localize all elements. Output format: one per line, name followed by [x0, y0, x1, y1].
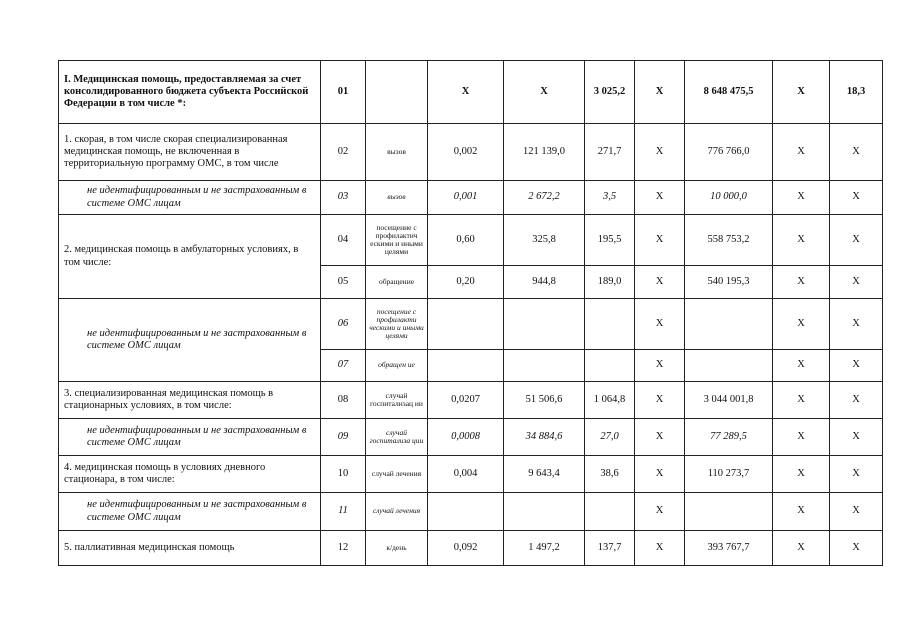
row-unit: вызов [366, 124, 428, 181]
row-value-c7: X [635, 531, 685, 566]
row-code: 06 [321, 299, 366, 350]
row-name: 4. медицинская помощь в условиях дневного стационара, в том числе: [59, 456, 321, 493]
row-value-c4: 0,002 [428, 124, 504, 181]
table-row [59, 493, 883, 531]
row-value-c10: 18,3 [830, 61, 883, 124]
row-name: 3. специализированная медицинская помощь в стационарных условиях, в том числе: [59, 382, 321, 419]
row-value-c6 [585, 493, 635, 531]
row-value-c7: X [635, 456, 685, 493]
row-value-c9: X [773, 215, 830, 266]
row-value-c4: X [428, 61, 504, 124]
row-value-c9: X [773, 61, 830, 124]
row-value-c6: 137,7 [585, 531, 635, 566]
row-value-c8: 110 273,7 [685, 456, 773, 493]
row-value-c9: X [773, 419, 830, 456]
row-unit: посещение с профилакти ческими и иными целями [366, 299, 428, 350]
row-value-c10: X [830, 266, 883, 299]
row-value-c7: X [635, 382, 685, 419]
row-name: 2. медицинская помощь в амбулаторных условиях, в том числе: [59, 215, 321, 299]
row-code: 12 [321, 531, 366, 566]
row-value-c5: 34 884,6 [504, 419, 585, 456]
row-value-c4: 0,60 [428, 215, 504, 266]
table-row [59, 299, 883, 350]
row-value-c10: X [830, 299, 883, 350]
row-value-c6: 1 064,8 [585, 382, 635, 419]
row-value-c5: 51 506,6 [504, 382, 585, 419]
row-value-c8: 77 289,5 [685, 419, 773, 456]
row-value-c8: 10 000,0 [685, 181, 773, 215]
row-value-c10: X [830, 382, 883, 419]
row-value-c4 [428, 350, 504, 382]
row-code: 05 [321, 266, 366, 299]
row-code: 01 [321, 61, 366, 124]
row-name: I. Медицинская помощь, предоставляемая за счет консолидированного бюджета субъекта Российской Федерации в том числе *: [59, 61, 321, 124]
row-name: не идентифицированным и не застрахованным в системе ОМС лицам [59, 493, 321, 531]
row-value-c4 [428, 299, 504, 350]
row-value-c7: X [635, 299, 685, 350]
row-value-c5: 2 672,2 [504, 181, 585, 215]
row-value-c7: X [635, 350, 685, 382]
row-value-c6: 189,0 [585, 266, 635, 299]
row-value-c6: 271,7 [585, 124, 635, 181]
row-value-c8 [685, 299, 773, 350]
row-value-c6: 3,5 [585, 181, 635, 215]
row-value-c6 [585, 350, 635, 382]
row-code: 03 [321, 181, 366, 215]
row-value-c10: X [830, 350, 883, 382]
row-value-c5 [504, 299, 585, 350]
row-value-c5: 9 643,4 [504, 456, 585, 493]
row-code: 09 [321, 419, 366, 456]
row-value-c9: X [773, 181, 830, 215]
row-value-c8 [685, 350, 773, 382]
table-row [59, 215, 883, 266]
row-unit: случай лечения [366, 493, 428, 531]
row-value-c5 [504, 350, 585, 382]
row-value-c5: 325,8 [504, 215, 585, 266]
row-code: 10 [321, 456, 366, 493]
row-unit: к/день [366, 531, 428, 566]
row-value-c10: X [830, 215, 883, 266]
row-value-c9: X [773, 266, 830, 299]
row-value-c9: X [773, 493, 830, 531]
row-value-c7: X [635, 419, 685, 456]
row-value-c8: 558 753,2 [685, 215, 773, 266]
row-code: 08 [321, 382, 366, 419]
row-name: не идентифицированным и не застрахованным в системе ОМС лицам [59, 419, 321, 456]
row-value-c7: X [635, 493, 685, 531]
table-row [59, 124, 883, 181]
row-value-c4: 0,001 [428, 181, 504, 215]
row-unit [366, 61, 428, 124]
row-value-c7: X [635, 266, 685, 299]
row-value-c8: 776 766,0 [685, 124, 773, 181]
row-value-c10: X [830, 124, 883, 181]
table-row [59, 419, 883, 456]
row-value-c4: 0,004 [428, 456, 504, 493]
row-value-c10: X [830, 493, 883, 531]
table-row [59, 382, 883, 419]
row-name: 5. паллиативная медицинская помощь [59, 531, 321, 566]
row-code: 07 [321, 350, 366, 382]
row-value-c8: 8 648 475,5 [685, 61, 773, 124]
row-unit: случай госпитализа ции [366, 419, 428, 456]
row-value-c9: X [773, 531, 830, 566]
row-value-c8 [685, 493, 773, 531]
row-value-c10: X [830, 181, 883, 215]
row-value-c10: X [830, 531, 883, 566]
row-unit: обращение [366, 266, 428, 299]
table-row [59, 61, 883, 124]
row-code: 11 [321, 493, 366, 531]
row-unit: вызов [366, 181, 428, 215]
row-unit: случай лечения [366, 456, 428, 493]
row-name: 1. скорая, в том числе скорая специализированная медицинская помощь, не включенная в территориальную программу ОМС, в том числе [59, 124, 321, 181]
row-value-c4: 0,20 [428, 266, 504, 299]
row-code: 02 [321, 124, 366, 181]
row-value-c6: 195,5 [585, 215, 635, 266]
budget-table [58, 60, 883, 566]
row-value-c7: X [635, 61, 685, 124]
table-row [59, 531, 883, 566]
row-code: 04 [321, 215, 366, 266]
row-value-c5: 944,8 [504, 266, 585, 299]
table-row [59, 456, 883, 493]
row-value-c4: 0,0207 [428, 382, 504, 419]
table-row [59, 181, 883, 215]
row-value-c6 [585, 299, 635, 350]
row-value-c10: X [830, 419, 883, 456]
row-value-c5: 1 497,2 [504, 531, 585, 566]
row-value-c8: 540 195,3 [685, 266, 773, 299]
row-value-c7: X [635, 124, 685, 181]
row-value-c5: X [504, 61, 585, 124]
row-value-c9: X [773, 382, 830, 419]
row-value-c8: 393 767,7 [685, 531, 773, 566]
row-value-c7: X [635, 181, 685, 215]
row-value-c6: 3 025,2 [585, 61, 635, 124]
row-value-c6: 38,6 [585, 456, 635, 493]
row-value-c6: 27,0 [585, 419, 635, 456]
row-value-c9: X [773, 124, 830, 181]
row-unit: случай госпитализац ии [366, 382, 428, 419]
row-value-c10: X [830, 456, 883, 493]
row-value-c4: 0,092 [428, 531, 504, 566]
row-name: не идентифицированным и не застрахованным в системе ОМС лицам [59, 181, 321, 215]
row-value-c4: 0,0008 [428, 419, 504, 456]
row-value-c4 [428, 493, 504, 531]
row-name: не идентифицированным и не застрахованным в системе ОМС лицам [59, 299, 321, 382]
row-value-c7: X [635, 215, 685, 266]
row-value-c9: X [773, 299, 830, 350]
row-value-c5: 121 139,0 [504, 124, 585, 181]
row-unit: посещение с профилактич ескими и иными целями [366, 215, 428, 266]
row-value-c9: X [773, 456, 830, 493]
row-value-c5 [504, 493, 585, 531]
row-unit: обращен ие [366, 350, 428, 382]
row-value-c8: 3 044 001,8 [685, 382, 773, 419]
row-value-c9: X [773, 350, 830, 382]
